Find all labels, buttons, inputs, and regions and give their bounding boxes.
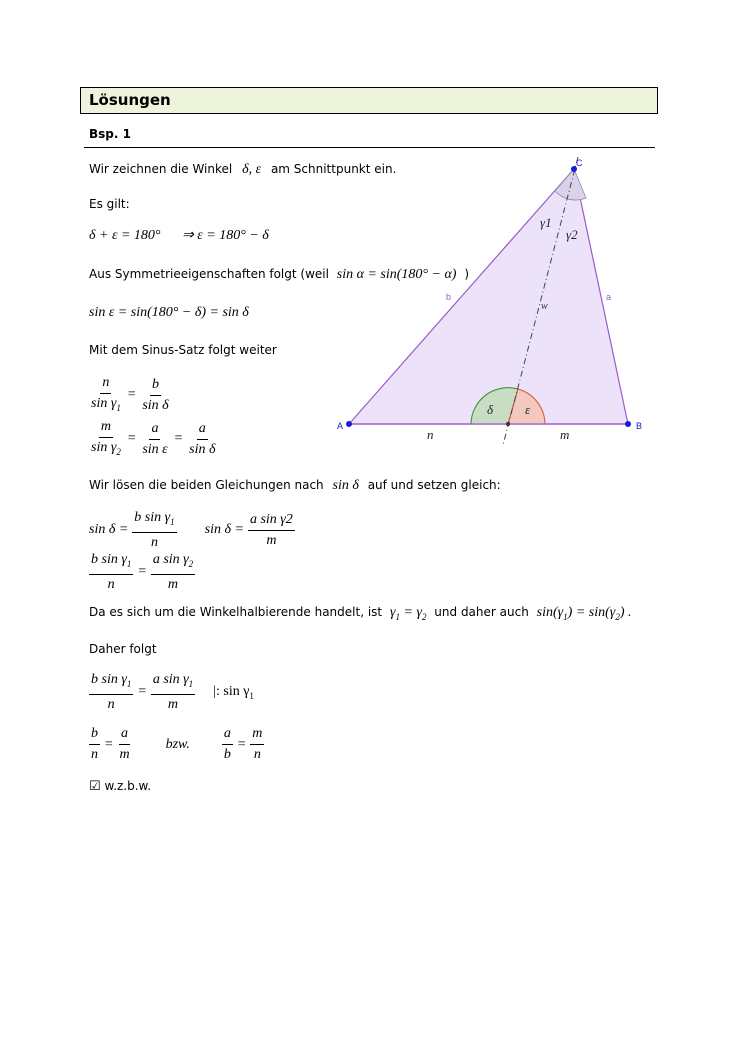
label-vertex-b: B: [636, 421, 643, 431]
fraction-a-sin-e: [140, 420, 169, 459]
sind-eq-label-2: sin δ =: [204, 522, 244, 538]
equation-sin-epsilon: sin ε = sin(180° − δ) = sin δ: [89, 305, 249, 320]
numerator: [151, 551, 195, 575]
symmetrie-text: Aus Symmetrieeigenschaften folgt (weil: [89, 267, 329, 281]
page-title: Lösungen: [89, 91, 171, 109]
fraction-right: [151, 671, 195, 714]
sub: 2: [615, 611, 620, 622]
numerator: a: [119, 725, 130, 745]
symmetrie-identity: sin α = sin(180° − α): [336, 267, 457, 282]
denominator: m: [167, 576, 179, 592]
g: γ: [389, 605, 396, 620]
den-text: sin γ: [91, 396, 117, 411]
equation-final: [89, 725, 264, 764]
equation-angle-sum: [89, 227, 269, 244]
numerator: m: [99, 418, 113, 438]
checkbox-icon: ☑: [89, 779, 101, 794]
section-divider: [84, 147, 655, 148]
num-text: b sin γ: [134, 510, 171, 525]
numerator: a sin γ2: [248, 511, 295, 531]
label-side-a: a: [606, 292, 612, 302]
sin-gamma-equal: $\sin(\gamma_1) = \sin(\gamma_2)$ .: [536, 605, 632, 622]
sub: 1: [170, 516, 175, 527]
vertex-a-dot: [346, 421, 352, 427]
denominator: [89, 394, 123, 417]
label-bisector-w: w: [541, 301, 548, 312]
label-gamma2: γ2: [566, 227, 578, 242]
numerator: m: [250, 725, 264, 745]
fraction-b-sin-g1-n: [132, 509, 176, 552]
fraction-n-sin-g1: [89, 374, 123, 417]
fraction-left: [89, 551, 133, 594]
sub: 1: [395, 611, 400, 622]
wzbw-line: [89, 779, 151, 794]
equals: =: [137, 684, 147, 700]
equals: =: [126, 387, 137, 403]
numerator: a: [222, 725, 233, 745]
den-text: sin γ: [91, 440, 117, 455]
label-side-b: b: [446, 292, 452, 302]
denominator: n: [91, 747, 98, 762]
es-gilt: Es gilt:: [89, 197, 130, 211]
winkelhalb-mid: und daher auch: [434, 605, 529, 619]
equals: =: [104, 736, 114, 752]
fraction-left: [89, 671, 133, 714]
denominator: sin δ: [142, 397, 169, 413]
label-segment-m: m: [560, 427, 570, 442]
wzbw-text: w.z.b.w.: [104, 779, 152, 793]
equals: =: [137, 564, 147, 580]
fraction-a-m: [117, 725, 131, 764]
sub: 1: [249, 690, 254, 701]
fraction-m-n: [250, 725, 264, 764]
denominator: m: [167, 696, 179, 712]
denominator: n: [253, 747, 261, 762]
fraction-a-b: [222, 725, 233, 764]
eq1-left: δ + ε = 180°: [89, 228, 161, 243]
numerator: [89, 671, 133, 695]
symmetrie-close: ): [464, 267, 469, 281]
denominator: n: [107, 696, 115, 712]
numerator: [151, 671, 195, 695]
numerator: n: [100, 374, 111, 394]
numerator: b: [89, 725, 100, 745]
denominator: m: [119, 747, 130, 762]
fraction-a-sin-g2-m: [248, 511, 295, 550]
sub: 2: [116, 446, 121, 457]
num-text: a sin γ: [152, 672, 189, 687]
sub: 2: [188, 558, 194, 569]
g: γ: [557, 605, 564, 620]
equation-equal-2: [89, 671, 254, 714]
loesen-symbol: sin δ: [332, 478, 359, 493]
num-text: b sin γ: [91, 672, 127, 687]
label-gamma1: γ1: [540, 215, 552, 230]
vertex-b-dot: [625, 421, 631, 427]
fraction-a-sin-d: [187, 420, 217, 459]
divide-text: |: sin γ: [213, 684, 250, 699]
sub: 1: [126, 678, 132, 689]
intersection-dot: [506, 422, 510, 426]
sind-eq-label: sin δ =: [89, 522, 129, 538]
denominator: b: [223, 747, 231, 762]
denominator: sin ε: [142, 441, 168, 457]
label-epsilon: ε: [525, 402, 531, 417]
sub: 2: [421, 611, 427, 622]
loesen-line: [89, 478, 501, 494]
winkelhalb-line: [89, 605, 631, 622]
section-title: Bsp. 1: [89, 127, 131, 141]
triangle: [349, 169, 628, 424]
equals: =: [126, 431, 137, 447]
sub: 1: [126, 558, 132, 569]
daher-line: Daher folgt: [89, 642, 157, 656]
numerator: [132, 509, 176, 533]
denominator: n: [150, 534, 158, 550]
equals: =: [236, 736, 247, 752]
intro-text-b: am Schnittpunkt ein.: [270, 162, 397, 176]
gamma-equal: $\gamma_1 = \gamma_2$: [389, 605, 427, 622]
label-delta: δ: [487, 402, 494, 417]
sub: 1: [563, 611, 568, 622]
sub: 1: [116, 402, 121, 413]
implies-arrow: ⇒: [182, 228, 194, 243]
denominator: m: [266, 532, 277, 548]
eq1-right: ε = 180° − δ: [197, 228, 269, 243]
fraction-m-sin-g2: [89, 418, 123, 461]
fraction-right: [151, 551, 195, 594]
numerator: [89, 551, 133, 575]
triangle-figure: [330, 155, 660, 455]
denominator: n: [107, 576, 115, 592]
fraction-b-sin-d: [140, 376, 170, 415]
equation-equal-1: [89, 551, 195, 594]
g: γ: [609, 605, 616, 620]
intro-symbols: δ, ε: [242, 162, 262, 177]
intro-text-a: Wir zeichnen die Winkel: [89, 162, 233, 176]
fraction-b-n: [89, 725, 100, 764]
winkelhalb-text: Da es sich um die Winkelhalbierende handelt, ist: [89, 605, 383, 619]
num-text: a sin γ: [152, 552, 189, 567]
numerator: b: [150, 376, 161, 396]
equation-sinus-1: [89, 374, 171, 417]
numerator: a: [197, 420, 208, 440]
denominator: [89, 438, 123, 461]
denominator: sin δ: [189, 441, 216, 457]
divide-by: [213, 684, 254, 701]
label-vertex-c: C: [576, 158, 583, 168]
bzw: bzw.: [165, 736, 190, 752]
equation-sinus-2: [89, 418, 217, 461]
header-box: [80, 87, 658, 114]
numerator: a: [149, 420, 160, 440]
equals: =: [173, 431, 184, 447]
sub: 1: [188, 678, 194, 689]
sinus-satz-line: Mit dem Sinus-Satz folgt weiter: [89, 343, 277, 357]
loesen-text-a: Wir lösen die beiden Gleichungen nach: [89, 478, 324, 492]
loesen-text-b: auf und setzen gleich:: [367, 478, 501, 492]
g: γ: [416, 605, 422, 620]
label-segment-n: n: [427, 427, 434, 442]
equation-sind-1: [89, 509, 295, 552]
num-text: b sin γ: [91, 552, 127, 567]
label-vertex-a: A: [337, 421, 344, 431]
